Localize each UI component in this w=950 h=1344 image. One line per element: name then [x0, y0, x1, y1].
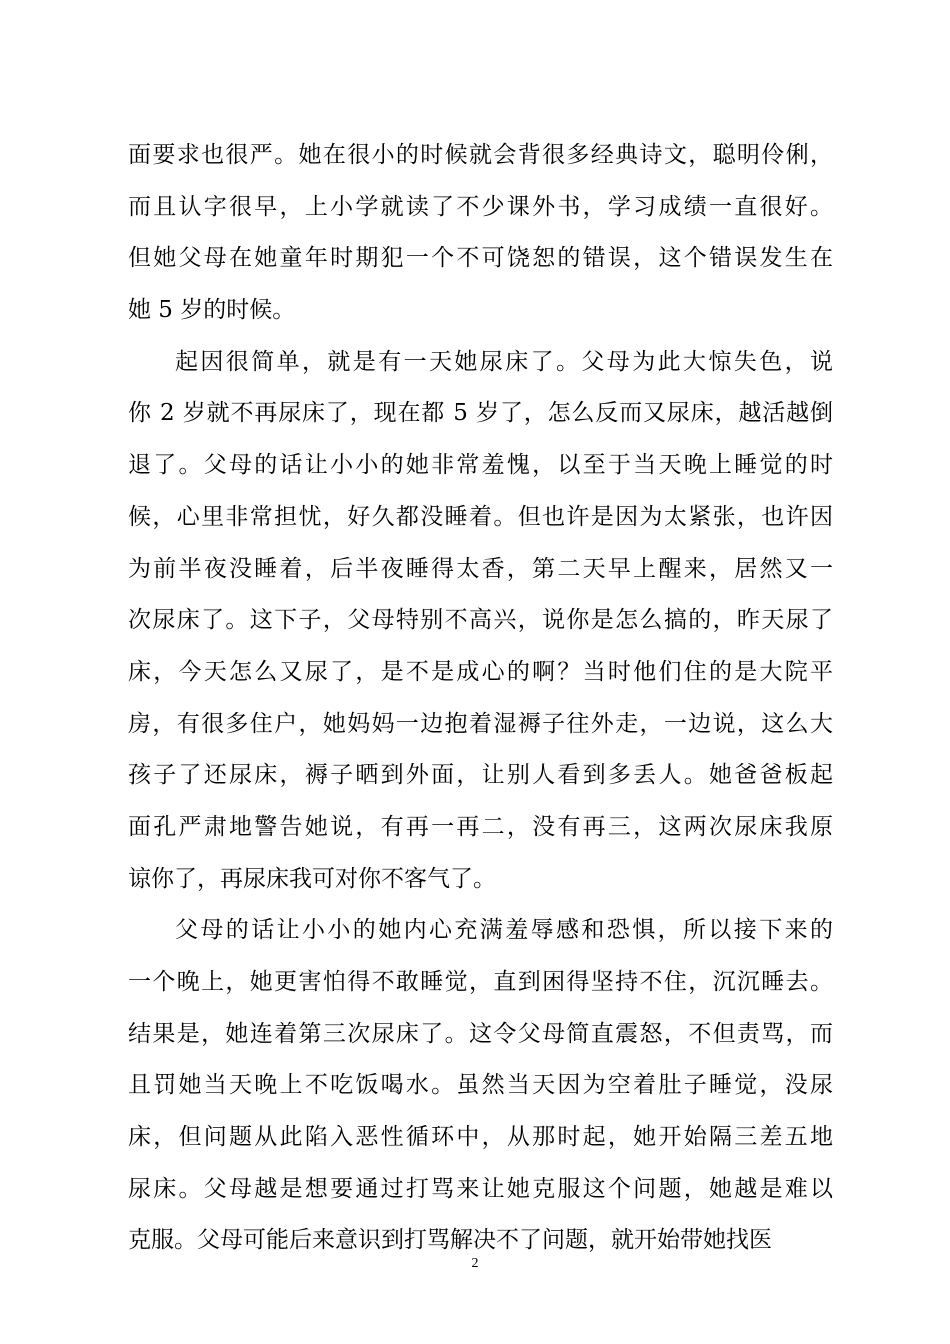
text-line: 候，心里非常担忧，好久都没睡着。但也许是因为太紧张，也许因 — [128, 503, 833, 530]
text-line: 为前半夜没睡着，后半夜睡得太香，第二天早上醒来，居然又一 — [128, 555, 833, 582]
text-line: 而且认字很早，上小学就读了不少课外书，学习成绩一直很好。 — [128, 193, 833, 220]
body-text — [128, 130, 833, 1267]
text-line: 面孔严肃地警告她说，有再一再二，没有再三，这两次尿床我原 — [128, 813, 833, 840]
text-line: 克服。父母可能后来意识到打骂解决不了问题，就开始带她找医 — [128, 1227, 772, 1254]
text-line: 起因很简单，就是有一天她尿床了。父母为此大惊失色，说 — [175, 348, 833, 375]
page-number: 2 — [471, 1256, 479, 1271]
text-line: 且罚她当天晚上不吃饭喝水。虽然当天因为空着肚子睡觉，没尿 — [128, 1072, 833, 1099]
text-line: 她 5 岁的时候。 — [128, 297, 296, 324]
text-line: 面要求也很严。她在很小的时候就会背很多经典诗文，聪明伶俐， — [128, 142, 833, 168]
text-line: 床，今天怎么又尿了，是不是成心的啊？当时他们住的是大院平 — [128, 658, 833, 685]
text-line: 一个晚上，她更害怕得不敢睡觉，直到困得坚持不住，沉沉睡去。 — [128, 969, 833, 995]
text-line: 父母的话让小小的她内心充满羞辱感和恐惧，所以接下来的 — [175, 917, 833, 944]
text-line: 你 2 岁就不再尿床了，现在都 5 岁了，怎么反而又尿床，越活越倒 — [128, 400, 833, 427]
text-line: 但她父母在她童年时期犯一个不可饶恕的错误，这个错误发生在 — [128, 245, 833, 272]
text-line: 床，但问题从此陷入恶性循环中，从那时起，她开始隔三差五地 — [128, 1124, 833, 1151]
text-line: 结果是，她连着第三次尿床了。这令父母简直震怒，不但责骂，而 — [128, 1020, 833, 1047]
text-line: 尿床。父母越是想要通过打骂来让她克服这个问题，她越是难以 — [128, 1175, 833, 1202]
text-line: 谅你了，再尿床我可对你不客气了。 — [128, 865, 496, 892]
text-line: 房，有很多住户，她妈妈一边抱着湿褥子往外走，一边说，这么大 — [128, 710, 833, 737]
text-line: 退了。父母的话让小小的她非常羞愧，以至于当天晚上睡觉的时 — [128, 452, 833, 479]
text-line: 孩子了还尿床，褥子晒到外面，让别人看到多丢人。她爸爸板起 — [128, 762, 833, 789]
text-line: 次尿床了。这下子，父母特别不高兴，说你是怎么搞的，昨天尿了 — [128, 607, 833, 634]
